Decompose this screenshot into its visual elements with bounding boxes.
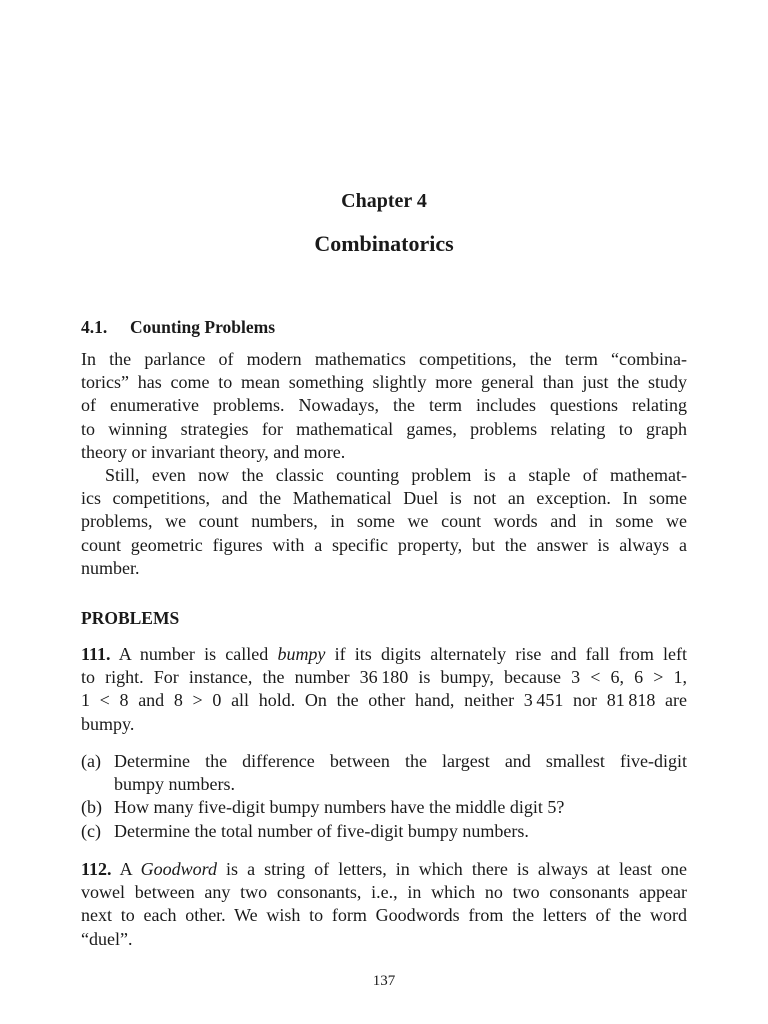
page-number: 137 bbox=[372, 973, 396, 989]
text-run: A number is called bbox=[118, 644, 278, 664]
text-line: 1 < 8 and 8 > 0 all hold. On the other hand, neither 3 451 nor 81 818 are bbox=[81, 690, 687, 711]
text-line bbox=[81, 643, 687, 666]
text-line: number. bbox=[81, 557, 140, 578]
text-line: count geometric figures with a specific property, but the answer is always a bbox=[81, 534, 687, 555]
item-marker: (c) bbox=[81, 820, 101, 841]
text-line: ics competitions, and the Mathematical Duel is not an exception. In some bbox=[81, 488, 687, 509]
problem-111-items bbox=[81, 750, 687, 843]
section-heading bbox=[81, 317, 275, 338]
book-page bbox=[81, 0, 687, 1024]
intro-paragraphs bbox=[81, 348, 687, 580]
text-run: if its digits alternately rise and fall from left bbox=[325, 644, 688, 664]
section-number: 4.1. bbox=[81, 317, 108, 337]
chapter-title: Combinatorics bbox=[314, 231, 454, 256]
text-line: theory or invariant theory, and more. bbox=[81, 441, 346, 462]
emphasis: Goodword bbox=[140, 859, 217, 879]
text-line: vowel between any two consonants, i.e., in which no two consonants appear bbox=[81, 882, 687, 903]
emphasis: bumpy bbox=[277, 644, 326, 664]
text-line bbox=[81, 858, 687, 881]
text-line: bumpy. bbox=[81, 713, 135, 734]
item-marker: (a) bbox=[81, 751, 101, 771]
text-line: to winning strategies for mathematical games, problems relating to graph bbox=[81, 418, 687, 439]
item-text: Determine the difference between the largest and smallest five-digit bbox=[114, 751, 687, 771]
list-item bbox=[81, 796, 687, 819]
section-title: Counting Problems bbox=[130, 317, 276, 337]
text-line: In the parlance of modern mathematics competitions, the term “combina- bbox=[81, 349, 687, 369]
list-item bbox=[81, 820, 687, 843]
problem-number: 111. bbox=[81, 644, 111, 664]
text-line: of enumerative problems. Nowadays, the term includes questions relating bbox=[81, 395, 687, 416]
problem-112 bbox=[81, 858, 687, 951]
text-run: is a string of letters, in which there is always at least one bbox=[216, 859, 687, 879]
item-marker: (b) bbox=[81, 797, 102, 818]
item-text: How many five-digit bumpy numbers have the middle digit 5? bbox=[114, 797, 565, 818]
text-line: next to each other. We wish to form Goodwords from the letters of the word bbox=[81, 905, 687, 926]
text-line: “duel”. bbox=[81, 928, 133, 949]
problems-heading: PROBLEMS bbox=[81, 608, 180, 628]
text-line: problems, we count numbers, in some we count words and in some we bbox=[81, 511, 687, 532]
text-line: Still, even now the classic counting problem is a staple of mathemat- bbox=[105, 464, 687, 485]
item-continuation: bumpy numbers. bbox=[114, 774, 235, 795]
problem-111 bbox=[81, 643, 687, 736]
text-line: torics” has come to mean something slightly more general than just the study bbox=[81, 372, 687, 393]
text-line: to right. For instance, the number 36 180 is bumpy, because 3 < 6, 6 > 1, bbox=[81, 667, 687, 688]
list-item bbox=[81, 750, 687, 773]
problem-number: 112. bbox=[81, 859, 112, 879]
chapter-label: Chapter 4 bbox=[341, 190, 427, 212]
text-run: A bbox=[119, 859, 141, 879]
item-text: Determine the total number of five-digit bumpy numbers. bbox=[114, 820, 529, 841]
